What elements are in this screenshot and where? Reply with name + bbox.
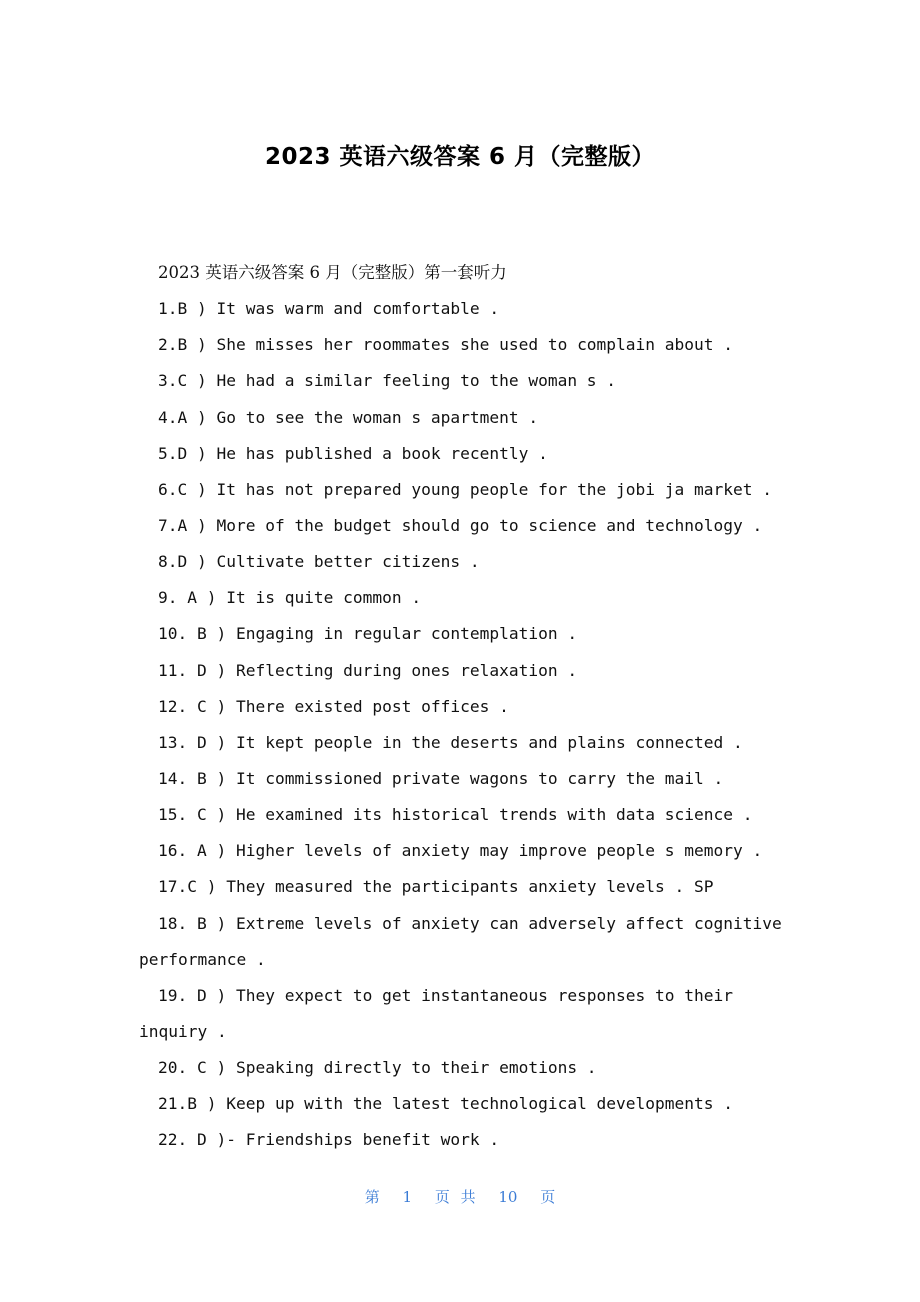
- answer-line: 19. D ) They expect to get instantaneous responses to their: [158, 985, 733, 1005]
- answer-line: 7.A ) More of the budget should go to science and technology .: [158, 515, 763, 535]
- document-title: 2023 英语六级答案 6 月（完整版）: [264, 144, 656, 170]
- answer-line: 12. C ) There existed post offices .: [158, 696, 509, 716]
- answer-line: 14. B ) It commissioned private wagons to carry the mail .: [158, 768, 724, 788]
- answer-line-continuation: performance .: [139, 949, 266, 969]
- answer-line-continuation: inquiry .: [139, 1021, 227, 1041]
- footer-suffix: 页: [540, 1188, 556, 1206]
- answer-line: 17.C ) They measured the participants anxiety levels . SP: [158, 877, 714, 897]
- page-footer: [0, 1186, 920, 1207]
- answer-line: 21.B ) Keep up with the latest technological developments .: [158, 1094, 733, 1114]
- answer-line: 22. D )- Friendships benefit work .: [158, 1130, 500, 1150]
- answer-line: 2.B ) She misses her roommates she used to complain about .: [158, 335, 733, 355]
- answer-line: 13. D ) It kept people in the deserts and plains connected .: [158, 732, 743, 752]
- document-body: [139, 260, 782, 1164]
- answer-line: 3.C ) He had a similar feeling to the woman s .: [158, 371, 617, 391]
- answer-line: 4.A ) Go to see the woman s apartment .: [158, 407, 539, 427]
- footer-prefix: 第: [364, 1188, 380, 1206]
- answer-line: 6.C ) It has not prepared young people for the jobi ja market .: [158, 479, 772, 499]
- answer-line: 8.D ) Cultivate better citizens .: [158, 552, 480, 572]
- section-heading: 2023 英语六级答案 6 月（完整版）第一套听力: [158, 263, 507, 282]
- answer-line: 9. A ) It is quite common .: [158, 588, 422, 608]
- footer-page-number: 1: [402, 1188, 413, 1206]
- answer-line: 5.D ) He has published a book recently .: [158, 443, 548, 463]
- answer-line: 16. A ) Higher levels of anxiety may improve people s memory .: [158, 841, 763, 861]
- answer-line: 15. C ) He examined its historical trends with data science .: [158, 805, 753, 825]
- footer-total-pages: 10: [498, 1188, 518, 1206]
- answer-line: 1.B ) It was warm and comfortable .: [158, 299, 500, 319]
- answer-line: 11. D ) Reflecting during ones relaxation .: [158, 660, 578, 680]
- answer-line: 10. B ) Engaging in regular contemplation .: [158, 624, 578, 644]
- answer-line: 18. B ) Extreme levels of anxiety can adversely affect cognitive: [158, 913, 782, 933]
- answer-line: 20. C ) Speaking directly to their emotions .: [158, 1058, 597, 1078]
- footer-middle: 页 共: [434, 1188, 476, 1206]
